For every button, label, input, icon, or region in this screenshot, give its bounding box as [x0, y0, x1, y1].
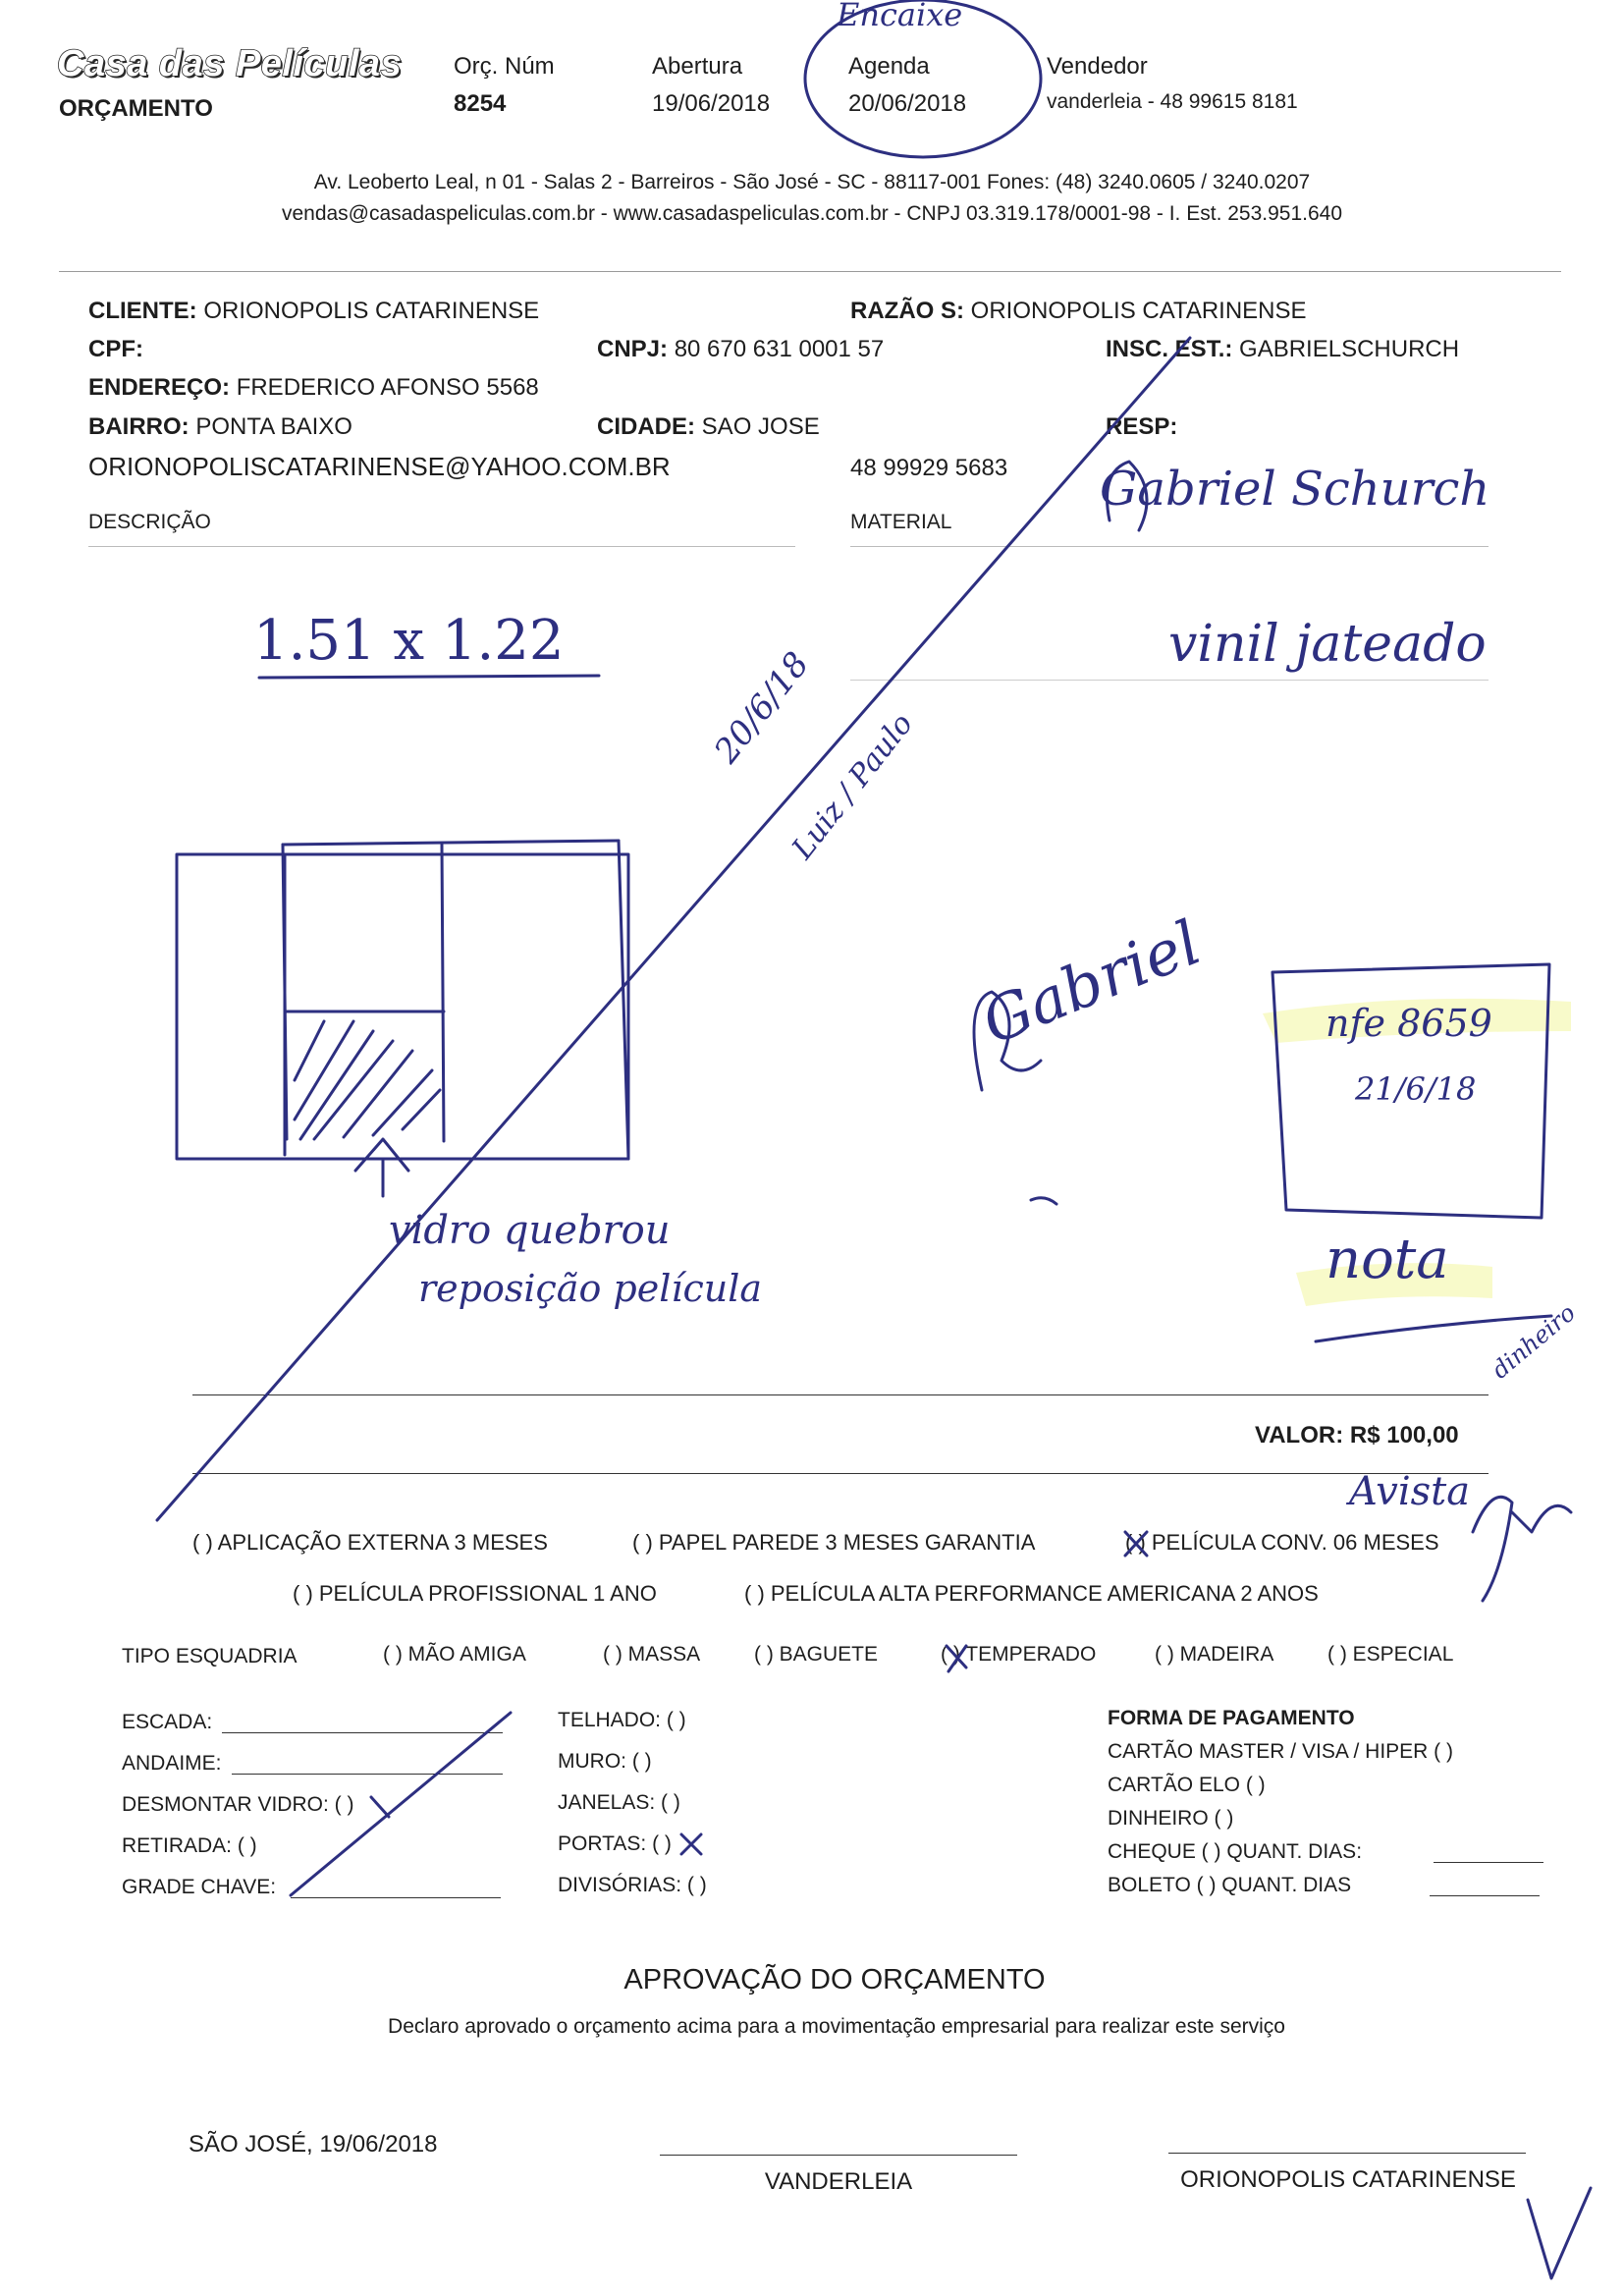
bottom-check-signature: [1528, 2188, 1591, 2278]
window-sketch-mullion: [442, 845, 444, 1141]
payment-cheque[interactable]: CHEQUE ( ) QUANT. DIAS:: [1108, 1840, 1363, 1863]
extra-divisorias[interactable]: DIVISÓRIAS: ( ): [558, 1874, 707, 1896]
endereco-label: ENDEREÇO:: [88, 374, 231, 401]
temperado-check: [947, 1646, 966, 1671]
payment-title: FORMA DE PAGAMENTO: [1108, 1707, 1355, 1729]
extra-telhado[interactable]: TELHADO: ( ): [558, 1709, 686, 1731]
orc-num-value: 8254: [454, 90, 507, 117]
vendedor-value: vanderleia - 48 99615 8181: [1047, 90, 1298, 113]
esquadria-temperado[interactable]: ( ) TEMPERADO: [941, 1643, 1097, 1666]
abertura-label: Abertura: [652, 53, 743, 80]
signature-name-left: VANDERLEIA: [764, 2168, 913, 2195]
bairro-value: PONTA BAIXO: [195, 413, 352, 440]
cpf-label: CPF:: [88, 336, 143, 362]
pelicula-conv-check: [1125, 1532, 1147, 1556]
company-contact: vendas@casadaspeliculas.com.br - www.casadaspeliculas.com.br - CNPJ 03.319.178/0001-98 - I. Est. 253.951.640: [281, 202, 1343, 225]
esquadria-label: TIPO ESQUADRIA: [122, 1645, 298, 1667]
hand-box-date: 21/6/18: [1355, 1070, 1477, 1108]
orc-num-label: Orç. Núm: [454, 53, 555, 80]
valor-total: VALOR: R$ 100,00: [1255, 1422, 1459, 1449]
hand-diag-date: 20/6/18: [707, 644, 818, 771]
hand-diag-names: Luiz / Paulo: [785, 707, 920, 866]
insc-value: GABRIELSCHURCH: [1239, 336, 1460, 362]
extra-andaime: ANDAIME:: [122, 1752, 222, 1775]
hand-box-nf: nfe 8659: [1326, 1002, 1492, 1045]
cidade-value: SAO JOSE: [701, 413, 820, 440]
material-label: MATERIAL: [850, 511, 952, 533]
razao-value: ORIONOPOLIS CATARINENSE: [970, 298, 1307, 324]
payment-boleto[interactable]: BOLETO ( ) QUANT. DIAS: [1108, 1874, 1352, 1896]
window-sketch-frame: [177, 854, 628, 1159]
client-phone: 48 99929 5683: [850, 455, 1008, 481]
portas-check: [681, 1834, 701, 1854]
hand-measure: 1.51 x 1.22: [253, 609, 565, 673]
vendedor-label: Vendedor: [1047, 53, 1148, 80]
extra-janelas[interactable]: JANELAS: ( ): [558, 1791, 680, 1814]
signature-name-right: ORIONOPOLIS CATARINENSE: [1180, 2166, 1516, 2193]
option-aplicacao-externa[interactable]: ( ) APLICAÇÃO EXTERNA 3 MESES: [192, 1530, 548, 1555]
place-date: SÃO JOSÉ, 19/06/2018: [189, 2131, 438, 2158]
broken-pane-hatch: [295, 1021, 440, 1139]
option-pelicula-alta-performance[interactable]: ( ) PELÍCULA ALTA PERFORMANCE AMERICANA 2 ANOS: [744, 1581, 1319, 1606]
tick-mark: [1031, 1198, 1056, 1204]
option-papel-parede[interactable]: ( ) PAPEL PAREDE 3 MESES GARANTIA: [632, 1530, 1036, 1555]
esquadria-madeira[interactable]: ( ) MADEIRA: [1155, 1643, 1274, 1666]
hand-resp-signature: Gabriel Schurch: [1100, 462, 1490, 517]
razao-label: RAZÃO S:: [850, 298, 964, 324]
hand-avista: Avista: [1349, 1469, 1471, 1514]
cidade-label: CIDADE:: [597, 413, 695, 440]
hand-encaixe: Encaixe: [837, 0, 963, 33]
approval-declaration: Declaro aprovado o orçamento acima para a movimentação empresarial para realizar este serviço: [388, 2015, 1285, 2038]
company-address: Av. Leoberto Leal, n 01 - Salas 2 - Barreiros - São José - SC - 88117-001 Fones: (48) 3240.0605 / 3240.0207: [313, 171, 1311, 193]
option-pelicula-conv[interactable]: ( ) PELÍCULA CONV. 06 MESES: [1125, 1530, 1439, 1555]
company-logo: Casa das Películas: [57, 43, 403, 84]
measure-underline: [259, 676, 599, 678]
resp-label: RESP:: [1106, 413, 1178, 440]
extra-muro[interactable]: MURO: ( ): [558, 1750, 652, 1773]
payment-cartao-master[interactable]: CARTÃO MASTER / VISA / HIPER ( ): [1108, 1740, 1454, 1763]
desmontar-check: [371, 1797, 389, 1817]
esquadria-mao-amiga[interactable]: ( ) MÃO AMIGA: [383, 1643, 526, 1666]
agenda-value: 20/06/2018: [848, 90, 967, 117]
extra-escada: ESCADA:: [122, 1711, 213, 1733]
esquadria-especial[interactable]: ( ) ESPECIAL: [1327, 1643, 1454, 1666]
client-email: ORIONOPOLISCATARINENSE@YAHOO.COM.BR: [88, 452, 671, 481]
cnpj-value: 80 670 631 0001 57: [674, 336, 885, 362]
descricao-label: DESCRIÇÃO: [88, 511, 211, 533]
payment-dinheiro[interactable]: DINHEIRO ( ): [1108, 1807, 1234, 1830]
hand-note-line1: vidro quebrou: [389, 1208, 671, 1253]
hand-material: vinil jateado: [1168, 615, 1487, 674]
agenda-label: Agenda: [848, 53, 930, 80]
cliente-label: CLIENTE:: [88, 298, 197, 324]
window-sketch-edge: [283, 841, 619, 845]
extra-portas[interactable]: PORTAS: ( ): [558, 1832, 672, 1855]
extras-strike: [291, 1713, 511, 1895]
extra-desmontar-vidro[interactable]: DESMONTAR VIDRO: ( ): [122, 1793, 354, 1816]
right-margin-signature: [1473, 1497, 1571, 1601]
cliente-value: ORIONOPOLIS CATARINENSE: [203, 298, 540, 324]
esquadria-baguete[interactable]: ( ) BAGUETE: [754, 1643, 879, 1666]
endereco-value: FREDERICO AFONSO 5568: [236, 374, 539, 401]
hand-note-line2: reposição película: [418, 1267, 763, 1310]
extra-retirada[interactable]: RETIRADA: ( ): [122, 1834, 257, 1857]
payment-cartao-elo[interactable]: CARTÃO ELO ( ): [1108, 1774, 1266, 1796]
abertura-value: 19/06/2018: [652, 90, 771, 117]
esquadria-massa[interactable]: ( ) MASSA: [603, 1643, 701, 1666]
hand-dinheiro: dinheiro: [1487, 1298, 1581, 1385]
hand-nota: nota: [1326, 1228, 1449, 1291]
diagonal-strike: [157, 338, 1190, 1520]
insc-label: INSC. EST.:: [1106, 336, 1233, 362]
cnpj-label: CNPJ:: [597, 336, 669, 362]
hand-mid-signature: Gabriel: [972, 906, 1211, 1059]
doc-type-title: ORÇAMENTO: [59, 95, 213, 122]
bairro-label: BAIRRO:: [88, 413, 189, 440]
approval-title: APROVAÇÃO DO ORÇAMENTO: [623, 1964, 1046, 1995]
extra-grade-chave: GRADE CHAVE:: [122, 1876, 277, 1898]
option-pelicula-profissional[interactable]: ( ) PELÍCULA PROFISSIONAL 1 ANO: [293, 1581, 657, 1606]
